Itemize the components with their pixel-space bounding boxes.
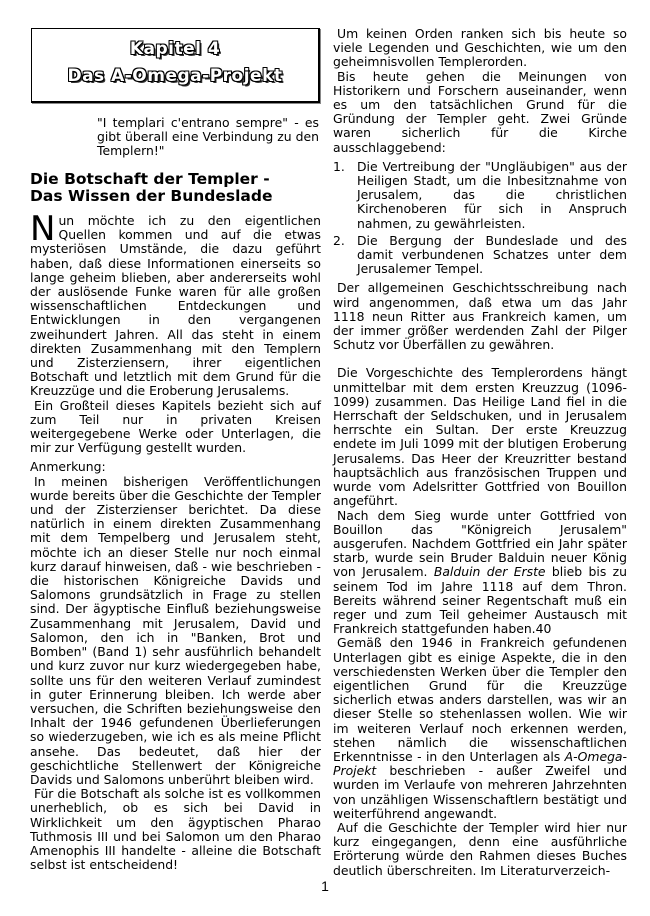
section-heading <box>30 171 320 205</box>
paragraph <box>30 209 321 399</box>
list-item-text: Die Bergung der Bundeslade und des damit verbundenen Schatzes unter dem Jerusalemer Tempel. <box>357 232 627 277</box>
page-number: 1 <box>321 878 329 894</box>
spacer <box>333 352 627 366</box>
paragraph-text: Nach dem Sieg wurde unter Gottfried von Bouillon das "Königreich Jerusalem" ausgerufen. Nachdem Gottfried ein Jahr später starb, wurde sein Bruder Balduin neuer König von Jerusalem. <box>333 507 627 580</box>
paragraph-text: blieb bis zu seinem Tod im Jahre 1118 auf dem Thron. Bereits während seiner Regentschaft muß ein reger und zum Teil geheimer Austausch mit Frankreich stattgefunden haben.40 <box>333 564 627 637</box>
section-heading-line2: Das Wissen der Bundeslade <box>30 187 273 205</box>
paragraph-text: un möchte ich zu den eigentlichen Quellen kommen und auf die etwas mysteriösen Umstände, die dazu geführt haben, daß diese Informationen einerseits so lange geheim blieben, aber andererseits wohl der auslösende Funke waren für alle großen wissenschaftlichen Entdeckungen und Entwicklungen in den vergangenen zweihundert Jahren. All das steht in einem direkten Zusammenhang mit den Templern und Zisterziensern, ihrer eigentlichen Botschaft und letztlich mit dem Grund für die Kreuzzüge und die Eroberung Jerusalems. <box>30 213 321 399</box>
paragraph: In meinen bisherigen Veröffentlichungen wurde bereits über die Geschichte der Templer und der Zisterzienser berichtet. Da diese natürlich in einem direkten Zusammenhang mit dem Tempelberg und Jerusalem steht, möchte ich an dieser Stelle nur noch einmal kurz darauf hinweisen, daß - wie beschrieben - die historischen Königreiche Davids und Salomons grundsätzlich in Frage zu stellen sind. Der ägyptische Einfluß beziehungsweise Zusammenhang mit Jerusalem, David und Salomon, den ich in "Banken, Brot und Bomben" (Band 1) sehr ausführlich behandelt und kurz zuvor nur kurz wiedergegeben habe, sollte uns für den weiteren Verlauf zumindest in guter Erinnerung bleiben. Ich werde aber versuchen, die Schriften beziehungsweise den Inhalt der 1946 gefundenen Überlieferungen so wiederzugeben, wie ich es als meine Pflicht ansehe. Das bedeutet, daß hier der geschichtliche Stellenwert der Königreiche Davids und Salomons unberührt bleiben wird. <box>30 473 321 787</box>
paragraph: Um keinen Orden ranken sich bis heute so viele Legenden und Geschichten, wie um den geheimnisvollen Templerorden. <box>333 26 627 70</box>
section-heading-line1: Die Botschaft der Templer - <box>30 170 270 188</box>
paragraph-text: beschrieben - außer Zweifel und wurden im Verlaufe von mehreren Jahrzehnten von unzähligen Wissenschaftlern bestätigt und weiterführend angewandt. <box>333 763 627 821</box>
paragraph: Der allgemeinen Geschichtsschreibung nach wird angenommen, daß etwa um das Jahr 1118 neun Ritter aus Frankreich kamen, um der immer größer werdenden Zahl der Pilger Schutz vor Überfällen zu gewähren. <box>333 280 627 353</box>
left-column <box>30 209 321 873</box>
italic-text: A-Omega-Projekt <box>333 748 627 779</box>
paragraph-text: Gemäß den 1946 in Frankreich gefundenen Unterlagen gibt es einige Aspekte, die in den verschiedensten Werken über die Templer den eigentlichen Grund für die Kreuzzüge sicherlich etwas anders darstellen, was wir an dieser Stelle so stehenlassen wollen. Wie wir im weiteren Verlauf noch erkennen werden, stehen nämlich die wissenschaftlichen Erkenntnisse - in den Unterlagen als <box>333 635 627 764</box>
list-item-text: Die Vertreibung der "Ungläubigen" aus der Heiligen Stadt, um die Inbesitznahme von Jerusalem, das die christlichen Kirchenoberen für sich in Anspruch nahmen, zu gewährleisten. <box>357 158 627 231</box>
chapter-title-box <box>31 28 320 103</box>
paragraph: Auf die Geschichte der Templer wird hier nur kurz eingegangen, denn eine ausführliche Erörterung würde den Rahmen dieses Buches deutlich überschreiten. Im Literaturverzeich- <box>333 819 627 878</box>
note-label: Anmerkung: <box>30 459 106 475</box>
paragraph: Für die Botschaft als solche ist es vollkommen unerheblich, ob es sich bei David in Wirklichkeit um den ägyptischen Pharao Tuthmosis III und bei Salomon um den Pharao Amenophis III handelte - alleine die Botschaft selbst ist entscheidend! <box>30 786 321 873</box>
numbered-list <box>333 160 627 277</box>
paragraph: Ein Großteil dieses Kapitels bezieht sich auf zum Teil nur in privaten Kreisen weitergegebene Werke oder Unterlagen, die mir zur Verfügung gestellt wurden. <box>30 397 321 456</box>
paragraph <box>333 509 627 637</box>
list-item <box>333 234 627 277</box>
right-column <box>333 27 627 878</box>
paragraph: Bis heute gehen die Meinungen von Historikern und Forschern auseinander, wenn es um den tatsächlichen Grund für die Gründung der Templer geht. Zwei Gründe waren sicherlich für die Kirche ausschlaggebend: <box>333 68 627 155</box>
list-number: 1. <box>333 158 345 174</box>
list-item <box>333 160 627 231</box>
paragraph: Die Vorgeschichte des Templerordens hängt unmittelbar mit dem ersten Kreuzzug (1096-1099) zusammen. Das Heilige Land fiel in die Herrschaft der Seldschuken, und in Jerusalem herrschte ein Sultan. Der erste Kreuzzug endete im Juli 1099 mit der blutigen Eroberung Jerusalems. Das Heer der Kreuzritter bestand hauptsächlich aus französischen Truppen und wurde vom Adelsritter Gottfried von Bouillon angeführt. <box>333 365 627 509</box>
chapter-title: Das A-Omega-Projekt <box>67 66 283 86</box>
list-number: 2. <box>333 232 345 248</box>
chapter-number: Kapitel 4 <box>129 39 221 59</box>
drop-cap: N <box>30 209 56 249</box>
epigraph: "I templari c'entrano sempre" - es gibt überall eine Verbindung zu den Templern!" <box>97 115 319 159</box>
italic-text: Balduin der Erste <box>433 564 546 580</box>
paragraph <box>333 636 627 821</box>
